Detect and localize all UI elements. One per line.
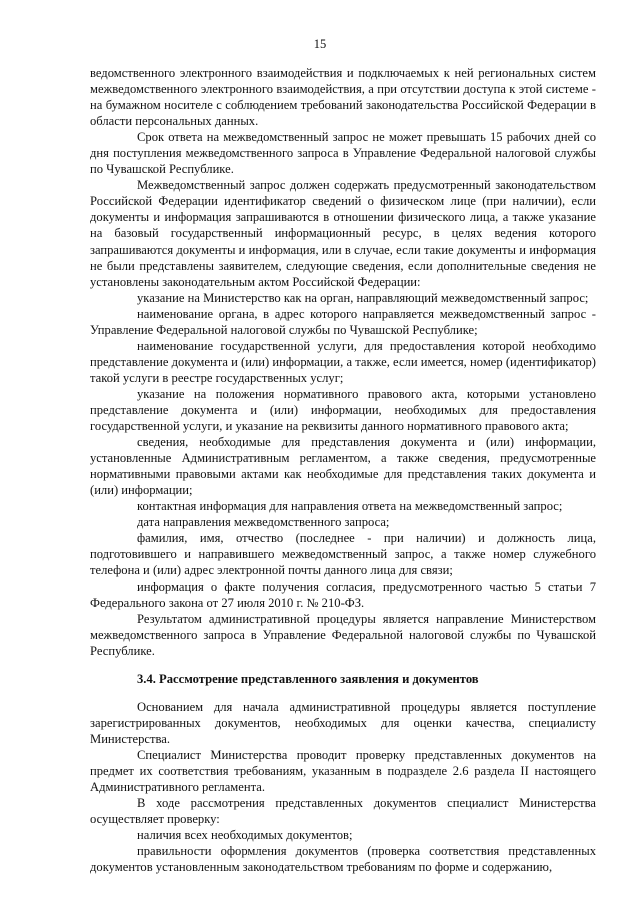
list-item: наличия всех необходимых документов; (137, 828, 353, 843)
list-item: информация о факте получения согласия, предусмотренного частью 5 статьи 7 Федерального закона от 27 июля 2010 г. № 210-ФЗ. (90, 579, 596, 610)
list-item: дата направления межведомственного запроса; (137, 515, 390, 530)
list-item: контактная информация для направления ответа на межведомственный запрос; (137, 499, 563, 514)
list-item: правильности оформления документов (проверка соответствия представленных документов установленным законодательством требованиям по форме и содержанию, (90, 844, 596, 875)
list-item: сведения, необходимые для представления документа и (или) информации, установленные Административным регламентом, а также сведения, предусмотренные нормативными правовыми актами как необходимые для представления таких документа и (или) информации; (90, 435, 596, 498)
paragraph: Основанием для начала административной процедуры является поступление зарегистрированных документов, необходимых для оценки качества, специалисту Министерства. (90, 699, 596, 746)
paragraph: Специалист Министерства проводит проверку представленных документов на предмет их соответствия требованиям, указанным в подразделе 2.6 раздела II настоящего Административного регламента. (90, 747, 596, 795)
list-item: указание на Министерство как на орган, направляющий межведомственный запрос; (137, 290, 589, 305)
paragraph: Срок ответа на межведомственный запрос не может превышать 15 рабочих дней со дня поступления межведомственного запроса в Управление Федеральной налоговой службы по Чувашской Республике. (90, 130, 596, 177)
page-number: 15 (313, 37, 327, 51)
list-item: наименование государственной услуги, для предоставления которой необходимо представление документа и (или) информации, а также, если имеется, номер (идентификатор) такой услуги в реестре государственных услуг; (90, 338, 596, 385)
list-item: фамилия, имя, отчество (последнее - при наличии) и должность лица, подготовившего и направившего межведомственный запрос, а также номер служебного телефона и (или) адрес электронной почты данного лица для связи; (90, 531, 596, 578)
document-body (90, 65, 596, 875)
paragraph: В ходе рассмотрения представленных документов специалист Министерства осуществляет проверку: (90, 796, 596, 827)
paragraph: Межведомственный запрос должен содержать предусмотренный законодательством Российской Федерации идентификатор сведений о физическом лице (при наличии), если документы и информация запрашиваются в отношении физического лица, а также указание на базовый государственный информационный ресурс, в целях ведения которого запрашиваются документы и информация, или в случае, если такие документы и информация не были представлены заявителем, следующие сведения, если дополнительные сведения не установлены законодательным актом Российской Федерации: (90, 178, 596, 289)
section-heading: 3.4. Рассмотрение представленного заявления и документов (137, 671, 479, 686)
list-item: указание на положения нормативного правового акта, которыми установлено представление документа и (или) информации, необходимых для предоставления государственной услуги, и указание на реквизиты данного нормативного правового акта; (90, 386, 596, 434)
list-item: наименование органа, в адрес которого направляется межведомственный запрос - Управление Федеральной налоговой службы по Чувашской Республике; (90, 306, 596, 337)
paragraph: Результатом административной процедуры является направление Министерством межведомственного запроса в Управление Федеральной налоговой службы по Чувашской Республике. (90, 611, 596, 658)
paragraph-continuation: ведомственного электронного взаимодействия и подключаемых к ней региональных систем межведомственного электронного взаимодействия, а при отсутствии доступа к этой системе - на бумажном носителе с соблюдением требований законодательства Российской Федерации в области персональных данных. (90, 66, 596, 129)
